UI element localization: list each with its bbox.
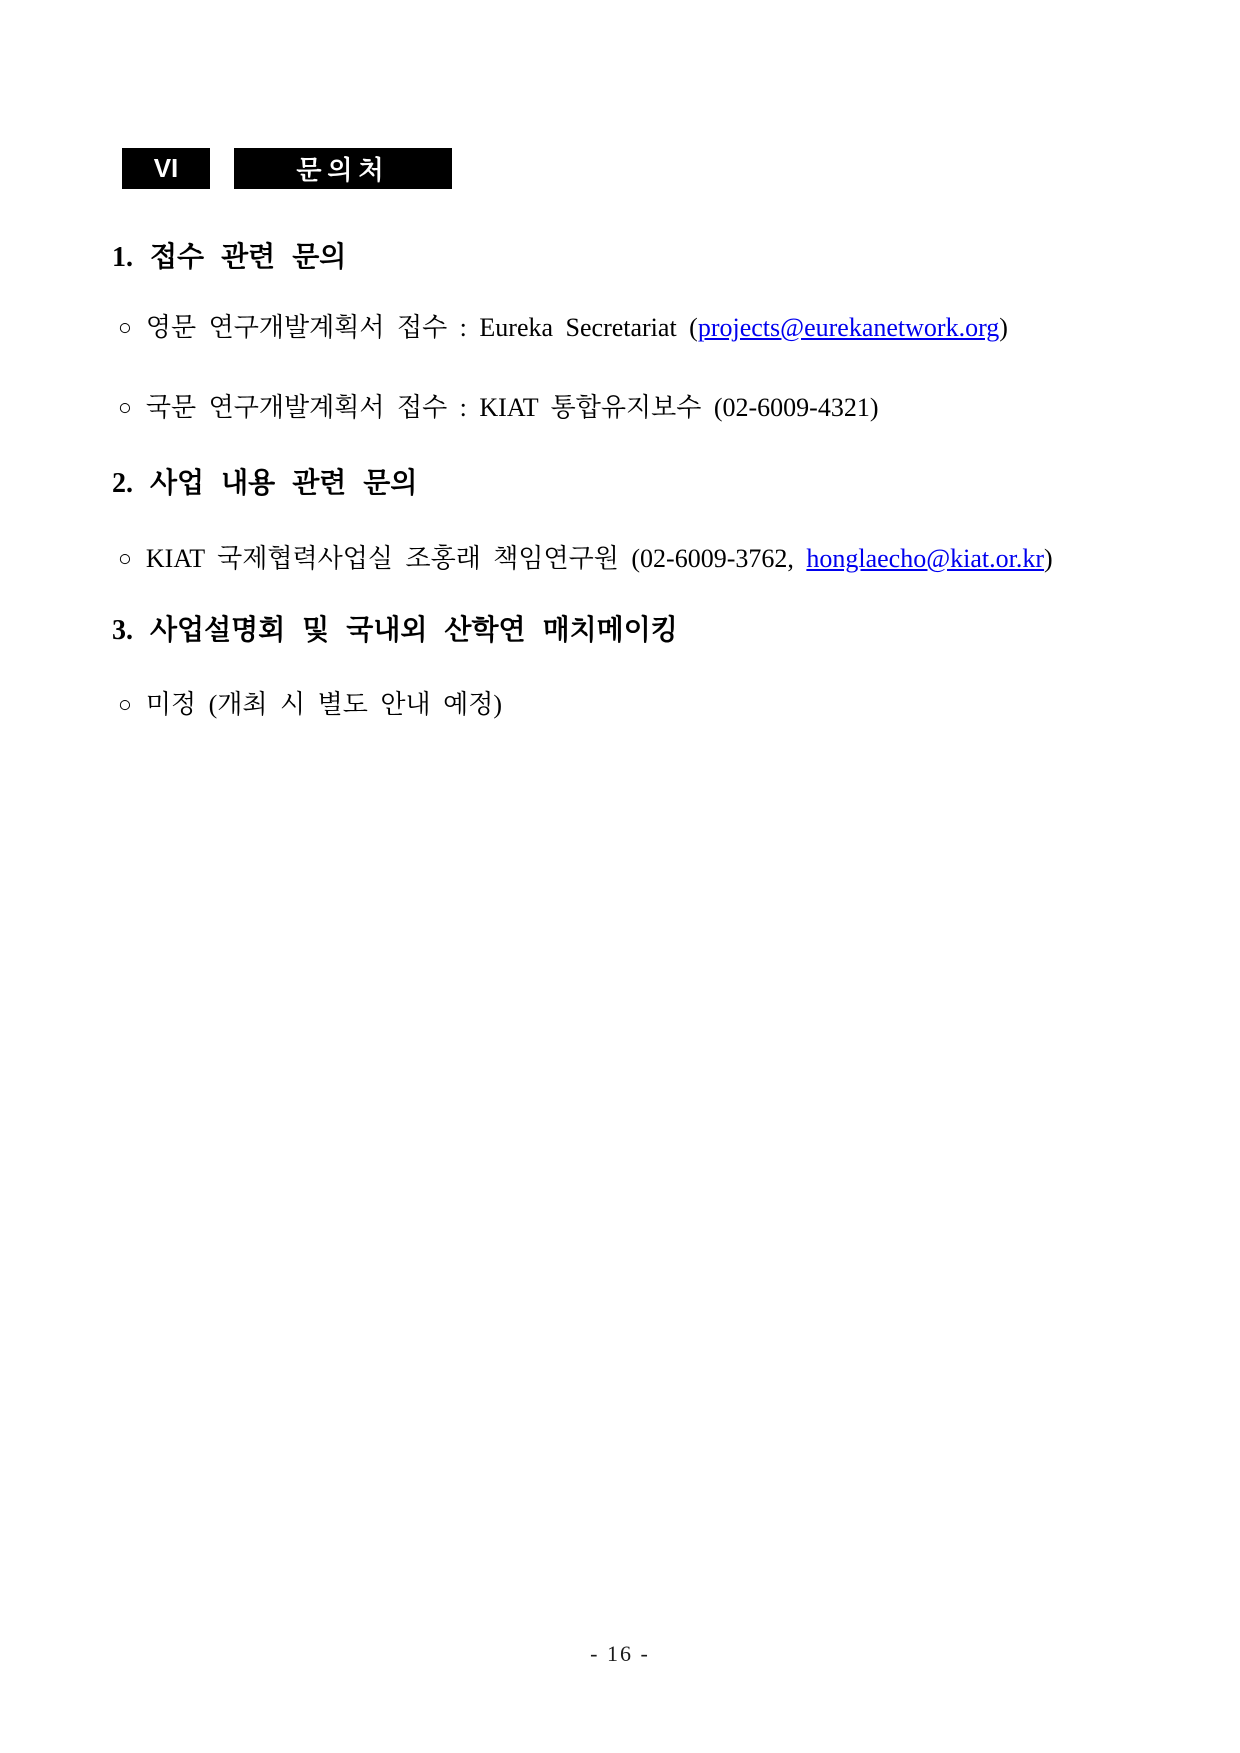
chapter-header	[122, 148, 1240, 189]
list-item	[118, 542, 1240, 576]
chapter-number-label: VI	[153, 153, 179, 183]
circle-bullet-icon: ○	[118, 315, 132, 340]
list-item	[118, 311, 1240, 345]
email-link-kiat[interactable]: honglaecho@kiat.or.kr	[806, 544, 1045, 573]
chapter-number-badge	[122, 148, 210, 189]
item-text: 국문 연구개발계획서 접수 : KIAT 통합유지보수 (02-6009-4321)	[145, 393, 879, 422]
circle-bullet-icon: ○	[118, 546, 132, 571]
section-3-heading: 3. 사업설명회 및 국내외 산학연 매치메이킹	[112, 615, 678, 646]
circle-bullet-icon: ○	[118, 692, 132, 717]
item-text: KIAT 국제협력사업실 조홍래 책임연구원 (02-6009-3762,	[145, 544, 807, 573]
item-text-suffix: )	[999, 313, 1008, 342]
email-link-eureka[interactable]: projects@eurekanetwork.org	[697, 313, 1000, 342]
item-text: 영문 연구개발계획서 접수 : Eureka Secretariat (	[145, 313, 698, 342]
chapter-title-label: 문의처	[296, 155, 390, 185]
item-text: 미정 (개최 시 별도 안내 예정)	[145, 690, 502, 719]
section-2-heading: 2. 사업 내용 관련 문의	[112, 468, 418, 499]
circle-bullet-icon: ○	[118, 395, 132, 420]
list-item	[118, 688, 1240, 722]
item-text-suffix: )	[1044, 544, 1053, 573]
list-item	[118, 391, 1240, 425]
chapter-title-badge	[234, 148, 452, 189]
page-number: - 16 -	[590, 1641, 650, 1666]
section-1-heading: 1. 접수 관련 문의	[112, 242, 347, 273]
